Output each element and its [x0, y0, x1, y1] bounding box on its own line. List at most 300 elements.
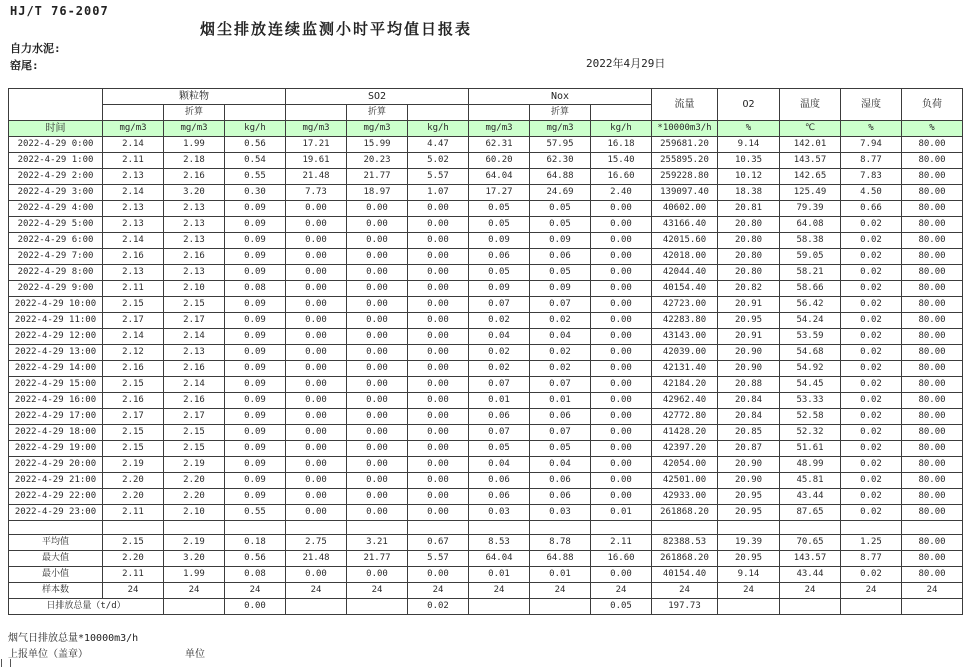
value-cell: 80.00 — [902, 345, 963, 361]
value-cell: 41428.20 — [652, 425, 718, 441]
summary-value-cell: 8.77 — [841, 551, 902, 567]
value-cell: 7.94 — [841, 137, 902, 153]
value-cell: 87.65 — [780, 505, 841, 521]
value-cell: 0.00 — [286, 329, 347, 345]
summary-value-cell: 0.00 — [591, 567, 652, 583]
value-cell: 20.87 — [718, 441, 780, 457]
value-cell: 0.00 — [591, 377, 652, 393]
value-cell: 80.00 — [902, 473, 963, 489]
value-cell: 0.02 — [469, 361, 530, 377]
value-cell: 0.00 — [286, 249, 347, 265]
flue-gas-total-note: 烟气日排放总量*10000m3/h — [8, 633, 139, 644]
time-cell: 2022-4-29 13:00 — [9, 345, 103, 361]
value-cell: 15.99 — [347, 137, 408, 153]
value-cell: 0.00 — [286, 297, 347, 313]
summary-value-cell: 0.01 — [469, 567, 530, 583]
summary-value-cell: 3.20 — [164, 551, 225, 567]
value-cell: 0.00 — [347, 249, 408, 265]
value-cell: 2.15 — [103, 377, 164, 393]
summary-value-cell: 0.00 — [286, 567, 347, 583]
value-cell: 0.04 — [530, 457, 591, 473]
time-cell: 2022-4-29 21:00 — [9, 473, 103, 489]
value-cell: 0.00 — [286, 361, 347, 377]
daily-total-cell — [164, 599, 225, 615]
value-cell: 0.00 — [286, 457, 347, 473]
value-cell: 2.16 — [103, 249, 164, 265]
value-cell: 2.13 — [103, 265, 164, 281]
value-cell: 54.68 — [780, 345, 841, 361]
column-group-header: O2 — [718, 89, 780, 121]
value-cell: 2.20 — [103, 489, 164, 505]
value-cell: 0.09 — [225, 329, 286, 345]
summary-value-cell: 20.95 — [718, 551, 780, 567]
value-cell: 80.00 — [902, 441, 963, 457]
summary-row — [9, 583, 963, 599]
value-cell: 0.02 — [841, 329, 902, 345]
summary-value-cell: 0.18 — [225, 535, 286, 551]
time-cell: 2022-4-29 18:00 — [9, 425, 103, 441]
converted-spacer-cell — [469, 105, 530, 121]
value-cell: 80.00 — [902, 265, 963, 281]
value-cell: 80.00 — [902, 393, 963, 409]
hourly-data-row — [9, 169, 963, 185]
value-cell: 0.09 — [225, 313, 286, 329]
converted-spacer-cell — [103, 105, 164, 121]
hourly-data-row — [9, 441, 963, 457]
value-cell: 0.01 — [469, 393, 530, 409]
value-cell: 0.00 — [408, 377, 469, 393]
value-cell: 0.55 — [225, 169, 286, 185]
summary-value-cell: 70.65 — [780, 535, 841, 551]
value-cell: 0.30 — [225, 185, 286, 201]
value-cell: 5.02 — [408, 153, 469, 169]
value-cell: 17.21 — [286, 137, 347, 153]
summary-value-cell: 0.01 — [530, 567, 591, 583]
daily-total-cell: 197.73 — [652, 599, 718, 615]
value-cell: 56.42 — [780, 297, 841, 313]
value-cell: 0.00 — [591, 329, 652, 345]
value-cell: 0.00 — [347, 345, 408, 361]
time-cell: 2022-4-29 20:00 — [9, 457, 103, 473]
value-cell: 0.00 — [408, 393, 469, 409]
value-cell: 20.80 — [718, 233, 780, 249]
reporting-unit-label: 上报单位（盖章） — [8, 649, 88, 660]
blank-cell — [103, 521, 164, 535]
value-cell: 142.65 — [780, 169, 841, 185]
hourly-data-row — [9, 281, 963, 297]
value-cell: 0.00 — [591, 265, 652, 281]
hourly-data-row — [9, 265, 963, 281]
value-cell: 0.02 — [841, 457, 902, 473]
summary-value-cell: 8.78 — [530, 535, 591, 551]
value-cell: 21.48 — [286, 169, 347, 185]
value-cell: 0.07 — [469, 425, 530, 441]
value-cell: 80.00 — [902, 185, 963, 201]
value-cell: 20.88 — [718, 377, 780, 393]
column-group-header: 流量 — [652, 89, 718, 121]
summary-value-cell: 24 — [408, 583, 469, 599]
value-cell: 0.00 — [408, 233, 469, 249]
summary-value-cell: 24 — [469, 583, 530, 599]
blank-cell — [530, 521, 591, 535]
value-cell: 0.00 — [347, 297, 408, 313]
value-cell: 20.90 — [718, 457, 780, 473]
value-cell: 80.00 — [902, 329, 963, 345]
value-cell: 64.04 — [469, 169, 530, 185]
converted-spacer-cell — [591, 105, 652, 121]
value-cell: 0.04 — [530, 329, 591, 345]
value-cell: 0.00 — [286, 489, 347, 505]
summary-value-cell: 16.60 — [591, 551, 652, 567]
time-cell: 2022-4-29 19:00 — [9, 441, 103, 457]
value-cell: 20.23 — [347, 153, 408, 169]
summary-row — [9, 551, 963, 567]
time-cell: 2022-4-29 23:00 — [9, 505, 103, 521]
value-cell: 142.01 — [780, 137, 841, 153]
value-cell: 0.00 — [408, 345, 469, 361]
time-cell: 2022-4-29 2:00 — [9, 169, 103, 185]
value-cell: 2.19 — [103, 457, 164, 473]
daily-total-row — [9, 599, 963, 615]
value-cell: 2.12 — [103, 345, 164, 361]
value-cell: 20.95 — [718, 505, 780, 521]
value-cell: 0.07 — [469, 297, 530, 313]
value-cell: 20.90 — [718, 361, 780, 377]
report-date: 2022年4月29日 — [586, 57, 666, 70]
summary-value-cell: 261868.20 — [652, 551, 718, 567]
daily-total-cell: 0.02 — [408, 599, 469, 615]
value-cell: 80.00 — [902, 425, 963, 441]
value-cell: 10.35 — [718, 153, 780, 169]
column-group-header: 温度 — [780, 89, 841, 121]
value-cell: 0.00 — [347, 377, 408, 393]
value-cell: 0.00 — [408, 409, 469, 425]
value-cell: 53.33 — [780, 393, 841, 409]
converted-header: 折算 — [164, 105, 225, 121]
summary-value-cell: 5.57 — [408, 551, 469, 567]
value-cell: 0.05 — [530, 441, 591, 457]
value-cell: 0.00 — [591, 345, 652, 361]
value-cell: 79.39 — [780, 201, 841, 217]
value-cell: 54.24 — [780, 313, 841, 329]
unit-header-cell: mg/m3 — [469, 121, 530, 137]
value-cell: 2.14 — [103, 137, 164, 153]
value-cell: 80.00 — [902, 201, 963, 217]
summary-value-cell: 19.39 — [718, 535, 780, 551]
value-cell: 7.73 — [286, 185, 347, 201]
time-cell: 2022-4-29 8:00 — [9, 265, 103, 281]
value-cell: 0.02 — [841, 393, 902, 409]
value-cell: 0.09 — [225, 473, 286, 489]
column-group-header: 湿度 — [841, 89, 902, 121]
value-cell: 20.80 — [718, 265, 780, 281]
value-cell: 0.00 — [347, 361, 408, 377]
hourly-data-row — [9, 489, 963, 505]
daily-total-cell — [530, 599, 591, 615]
value-cell: 0.01 — [591, 505, 652, 521]
hourly-data-row — [9, 297, 963, 313]
value-cell: 80.00 — [902, 249, 963, 265]
summary-row — [9, 535, 963, 551]
value-cell: 0.02 — [469, 313, 530, 329]
value-cell: 0.07 — [530, 377, 591, 393]
blank-cell — [286, 521, 347, 535]
value-cell: 0.00 — [408, 425, 469, 441]
value-cell: 0.07 — [530, 297, 591, 313]
value-cell: 2.14 — [164, 329, 225, 345]
value-cell: 2.13 — [164, 233, 225, 249]
value-cell: 0.00 — [347, 425, 408, 441]
value-cell: 0.00 — [347, 265, 408, 281]
value-cell: 0.09 — [225, 441, 286, 457]
value-cell: 2.15 — [103, 425, 164, 441]
value-cell: 2.14 — [164, 377, 225, 393]
value-cell: 0.06 — [530, 409, 591, 425]
value-cell: 43166.40 — [652, 217, 718, 233]
value-cell: 16.18 — [591, 137, 652, 153]
value-cell: 64.08 — [780, 217, 841, 233]
summary-value-cell: 40154.40 — [652, 567, 718, 583]
page-title: 烟尘排放连续监测小时平均值日报表 — [200, 20, 473, 38]
value-cell: 80.00 — [902, 137, 963, 153]
unit-header-cell: kg/h — [225, 121, 286, 137]
value-cell: 0.09 — [530, 233, 591, 249]
value-cell: 0.00 — [591, 201, 652, 217]
value-cell: 20.91 — [718, 329, 780, 345]
value-cell: 0.09 — [225, 409, 286, 425]
value-cell: 0.00 — [286, 233, 347, 249]
value-cell: 0.01 — [530, 393, 591, 409]
value-cell: 42044.40 — [652, 265, 718, 281]
value-cell: 7.83 — [841, 169, 902, 185]
value-cell: 0.00 — [591, 217, 652, 233]
value-cell: 0.02 — [841, 281, 902, 297]
value-cell: 0.02 — [841, 265, 902, 281]
value-cell: 0.00 — [286, 217, 347, 233]
summary-value-cell: 0.08 — [225, 567, 286, 583]
value-cell: 0.56 — [225, 137, 286, 153]
standard-number: HJ/T 76-2007 — [10, 4, 109, 18]
hourly-data-row — [9, 313, 963, 329]
value-cell: 0.06 — [469, 249, 530, 265]
value-cell: 54.92 — [780, 361, 841, 377]
value-cell: 2.14 — [103, 185, 164, 201]
value-cell: 18.97 — [347, 185, 408, 201]
value-cell: 0.05 — [469, 217, 530, 233]
value-cell: 0.09 — [225, 265, 286, 281]
value-cell: 80.00 — [902, 217, 963, 233]
value-cell: 2.11 — [103, 281, 164, 297]
blank-cell — [718, 521, 780, 535]
value-cell: 0.55 — [225, 505, 286, 521]
value-cell: 2.11 — [103, 505, 164, 521]
value-cell: 20.85 — [718, 425, 780, 441]
value-cell: 42283.80 — [652, 313, 718, 329]
unit-header-cell: *10000m3/h — [652, 121, 718, 137]
converted-spacer-cell — [408, 105, 469, 121]
value-cell: 2.10 — [164, 281, 225, 297]
value-cell: 2.14 — [103, 329, 164, 345]
value-cell: 80.00 — [902, 489, 963, 505]
value-cell: 42501.00 — [652, 473, 718, 489]
value-cell: 0.00 — [286, 409, 347, 425]
value-cell: 2.13 — [164, 217, 225, 233]
value-cell: 0.02 — [841, 489, 902, 505]
converted-header: 折算 — [530, 105, 591, 121]
value-cell: 0.00 — [591, 393, 652, 409]
value-cell: 0.02 — [841, 377, 902, 393]
hourly-data-row — [9, 393, 963, 409]
value-cell: 42039.00 — [652, 345, 718, 361]
unit-header-cell: mg/m3 — [530, 121, 591, 137]
value-cell: 0.00 — [286, 201, 347, 217]
daily-total-label: 日排放总量（t/d） — [9, 599, 164, 615]
value-cell: 0.00 — [408, 489, 469, 505]
value-cell: 0.09 — [225, 249, 286, 265]
summary-value-cell: 24 — [530, 583, 591, 599]
value-cell: 0.00 — [286, 473, 347, 489]
hourly-data-row — [9, 345, 963, 361]
summary-value-cell: 24 — [902, 583, 963, 599]
value-cell: 2.17 — [103, 409, 164, 425]
value-cell: 0.02 — [469, 345, 530, 361]
hourly-data-row — [9, 185, 963, 201]
value-cell: 0.02 — [841, 473, 902, 489]
value-cell: 1.07 — [408, 185, 469, 201]
unit-header-cell: mg/m3 — [103, 121, 164, 137]
value-cell: 0.00 — [591, 409, 652, 425]
value-cell: 0.09 — [225, 345, 286, 361]
value-cell: 20.91 — [718, 297, 780, 313]
value-cell: 2.15 — [103, 441, 164, 457]
value-cell: 20.90 — [718, 345, 780, 361]
daily-total-cell — [718, 599, 780, 615]
summary-value-cell: 24 — [164, 583, 225, 599]
value-cell: 0.02 — [841, 313, 902, 329]
value-cell: 0.00 — [347, 281, 408, 297]
value-cell: 2.17 — [164, 409, 225, 425]
summary-label: 最小值 — [9, 567, 103, 583]
value-cell: 0.00 — [591, 281, 652, 297]
summary-value-cell: 1.99 — [164, 567, 225, 583]
value-cell: 80.00 — [902, 457, 963, 473]
value-cell: 0.00 — [408, 201, 469, 217]
value-cell: 0.66 — [841, 201, 902, 217]
value-cell: 2.16 — [164, 361, 225, 377]
value-cell: 0.00 — [286, 425, 347, 441]
summary-value-cell: 64.88 — [530, 551, 591, 567]
value-cell: 0.09 — [225, 217, 286, 233]
value-cell: 0.00 — [347, 329, 408, 345]
separator-row — [9, 521, 963, 535]
value-cell: 259228.80 — [652, 169, 718, 185]
summary-value-cell: 24 — [286, 583, 347, 599]
daily-total-cell — [286, 599, 347, 615]
value-cell: 42018.00 — [652, 249, 718, 265]
value-cell: 125.49 — [780, 185, 841, 201]
value-cell: 2.19 — [164, 457, 225, 473]
summary-value-cell: 24 — [718, 583, 780, 599]
summary-label: 平均值 — [9, 535, 103, 551]
value-cell: 0.00 — [591, 441, 652, 457]
value-cell: 0.07 — [530, 425, 591, 441]
unit-header-cell: mg/m3 — [286, 121, 347, 137]
value-cell: 20.80 — [718, 217, 780, 233]
value-cell: 0.09 — [225, 361, 286, 377]
hourly-data-row — [9, 361, 963, 377]
daily-total-cell: 0.05 — [591, 599, 652, 615]
value-cell: 0.00 — [347, 489, 408, 505]
value-cell: 2.13 — [164, 265, 225, 281]
value-cell: 60.20 — [469, 153, 530, 169]
pollutant-group-header: Nox — [469, 89, 652, 105]
converted-spacer-cell — [225, 105, 286, 121]
value-cell: 2.16 — [164, 169, 225, 185]
blank-cell — [408, 521, 469, 535]
value-cell: 80.00 — [902, 409, 963, 425]
value-cell: 62.31 — [469, 137, 530, 153]
value-cell: 0.03 — [530, 505, 591, 521]
value-cell: 0.54 — [225, 153, 286, 169]
value-cell: 0.09 — [469, 281, 530, 297]
value-cell: 0.04 — [469, 457, 530, 473]
value-cell: 48.99 — [780, 457, 841, 473]
value-cell: 2.17 — [103, 313, 164, 329]
summary-value-cell: 2.19 — [164, 535, 225, 551]
time-cell: 2022-4-29 0:00 — [9, 137, 103, 153]
value-cell: 0.05 — [469, 265, 530, 281]
time-cell: 2022-4-29 22:00 — [9, 489, 103, 505]
time-cell: 2022-4-29 1:00 — [9, 153, 103, 169]
summary-value-cell: 80.00 — [902, 551, 963, 567]
value-cell: 0.09 — [225, 425, 286, 441]
value-cell: 20.80 — [718, 249, 780, 265]
converted-spacer-cell — [286, 105, 347, 121]
value-cell: 18.38 — [718, 185, 780, 201]
unit-header-cell: % — [902, 121, 963, 137]
value-cell: 0.00 — [347, 313, 408, 329]
value-cell: 0.02 — [841, 361, 902, 377]
value-cell: 139097.40 — [652, 185, 718, 201]
time-cell: 2022-4-29 14:00 — [9, 361, 103, 377]
column-group-header: 负荷 — [902, 89, 963, 121]
unit-header-cell: mg/m3 — [347, 121, 408, 137]
value-cell: 0.05 — [530, 265, 591, 281]
value-cell: 59.05 — [780, 249, 841, 265]
unit-header-cell: kg/h — [408, 121, 469, 137]
summary-value-cell: 8.53 — [469, 535, 530, 551]
summary-value-cell: 24 — [652, 583, 718, 599]
value-cell: 0.00 — [286, 377, 347, 393]
value-cell: 64.88 — [530, 169, 591, 185]
value-cell: 2.16 — [103, 361, 164, 377]
time-cell: 2022-4-29 11:00 — [9, 313, 103, 329]
value-cell: 2.17 — [164, 313, 225, 329]
value-cell: 15.40 — [591, 153, 652, 169]
value-cell: 20.95 — [718, 313, 780, 329]
unit-header-cell: kg/h — [591, 121, 652, 137]
value-cell: 0.00 — [408, 249, 469, 265]
value-cell: 0.00 — [408, 473, 469, 489]
value-cell: 57.95 — [530, 137, 591, 153]
company-label: 自力水泥: — [10, 42, 61, 55]
summary-value-cell: 2.11 — [591, 535, 652, 551]
value-cell: 0.07 — [469, 377, 530, 393]
value-cell: 0.00 — [591, 457, 652, 473]
daily-total-cell — [347, 599, 408, 615]
value-cell: 0.09 — [469, 233, 530, 249]
daily-total-cell: 0.00 — [225, 599, 286, 615]
